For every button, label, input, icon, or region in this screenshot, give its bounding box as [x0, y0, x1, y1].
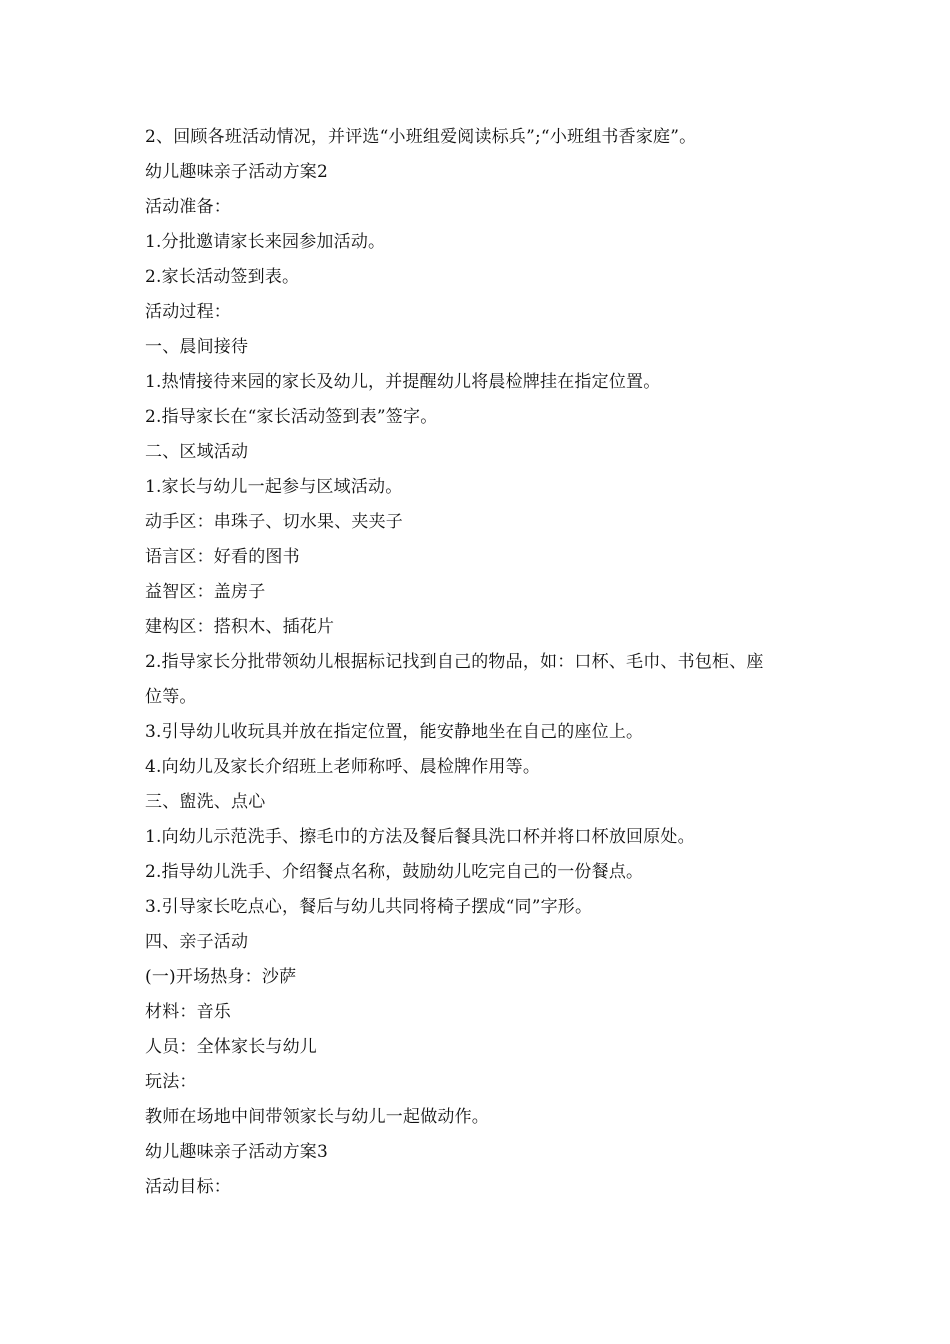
- list-item-guide-washing: 2.指导幼儿洗手、介绍餐点名称，鼓励幼儿吃完自己的一份餐点。: [145, 862, 644, 882]
- list-item-find-belongings: 2.指导家长分批带领幼儿根据标记找到自己的物品，如：口杯、毛巾、书包柜、座: [145, 652, 764, 672]
- section-heading-morning-reception: 一、晨间接待: [145, 337, 249, 357]
- list-item-parents-snack: 3.引导家长吃点心，餐后与幼儿共同将椅子摆成“同”字形。: [145, 897, 593, 917]
- section-heading-area-activities: 二、区域活动: [145, 442, 249, 462]
- section-heading-parent-child-activity: 四、亲子活动: [145, 932, 249, 952]
- how-to-play-description: 教师在场地中间带领家长与幼儿一起做动作。: [145, 1107, 489, 1127]
- subsection-warmup: (一)开场热身：沙萨: [145, 967, 297, 987]
- how-to-play-label: 玩法：: [145, 1072, 197, 1092]
- list-item-signin-sheet: 2.家长活动签到表。: [145, 267, 300, 287]
- list-item-demonstrate-washing: 1.向幼儿示范洗手、擦毛巾的方法及餐后餐具洗口杯并将口杯放回原处。: [145, 827, 695, 847]
- document-body: [145, 120, 815, 1205]
- heading-plan-2: 幼儿趣味亲子活动方案2: [145, 162, 329, 182]
- list-item-tidy-toys: 3.引导幼儿收玩具并放在指定位置，能安静地坐在自己的座位上。: [145, 722, 644, 742]
- list-item-find-belongings-continued: 位等。: [145, 687, 197, 707]
- list-item-invite-parents: 1.分批邀请家长来园参加活动。: [145, 232, 386, 252]
- heading-plan-3: 幼儿趣味亲子活动方案3: [145, 1142, 329, 1162]
- list-item-warm-reception: 1.热情接待来园的家长及幼儿，并提醒幼儿将晨检牌挂在指定位置。: [145, 372, 661, 392]
- list-item-join-area-activities: 1.家长与幼儿一起参与区域活动。: [145, 477, 403, 497]
- area-language: 语言区：好看的图书: [145, 547, 300, 567]
- section-heading-washing-snack: 三、盥洗、点心: [145, 792, 266, 812]
- area-construction: 建构区：搭积木、插花片: [145, 617, 335, 637]
- heading-preparation: 活动准备：: [145, 197, 231, 217]
- heading-process: 活动过程：: [145, 302, 231, 322]
- participants-line: 人员：全体家长与幼儿: [145, 1037, 317, 1057]
- heading-objectives: 活动目标：: [145, 1177, 231, 1197]
- list-item-introduce-teachers: 4.向幼儿及家长介绍班上老师称呼、晨检牌作用等。: [145, 757, 541, 777]
- materials-line: 材料：音乐: [145, 1002, 231, 1022]
- area-puzzle: 益智区：盖房子: [145, 582, 266, 602]
- paragraph-review-selection: 2、回顾各班活动情况，并评选“小班组爱阅读标兵”;“小班组书香家庭”。: [145, 127, 697, 147]
- list-item-guide-signing: 2.指导家长在“家长活动签到表”签字。: [145, 407, 438, 427]
- area-hands-on: 动手区：串珠子、切水果、夹夹子: [145, 512, 403, 532]
